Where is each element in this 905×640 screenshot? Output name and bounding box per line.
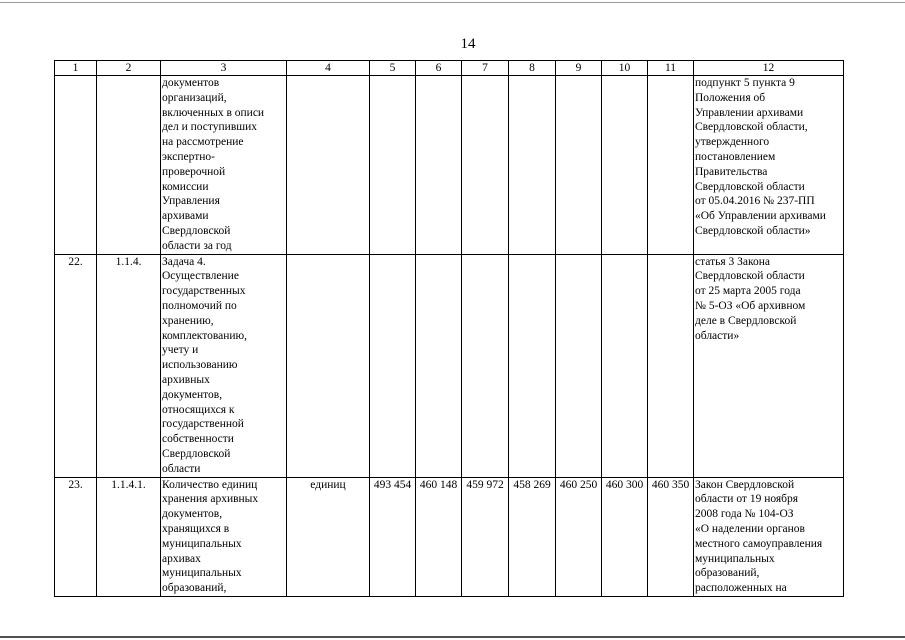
page-bottom-edge [0,636,905,638]
legal-basis: подпункт 5 пункта 9 Положения об Управлении архивами Свердловской области, утвержденного постановлением Правительства Свердловской области от 05.04.2016 № 237-ПП «Об Управлении архивами Свердловской области» [694,76,844,255]
legal-basis: Закон Свердловской области от 19 ноября 2008 года № 104-ОЗ «О наделении органов местного самоуправления муниципальных образований, расположенных на [694,477,844,596]
value-cell [648,76,694,255]
legal-basis: статья 3 Закона Свердловской области от 25 марта 2005 года № 5-ОЗ «Об архивном деле в Свердловской области» [694,254,844,477]
header-row [55,61,844,76]
header-cell: 1 [55,61,97,76]
value-cell [462,254,509,477]
value-cell [509,254,556,477]
row-code: 1.1.4. [97,254,161,477]
row-number [55,76,97,255]
value-cell [602,254,648,477]
row-code [97,76,161,255]
value-cell: 493 454 [370,477,416,596]
value-cell: 460 300 [602,477,648,596]
header-cell: 2 [97,61,161,76]
value-cell [416,254,462,477]
row-code: 1.1.4.1. [97,477,161,596]
table-row [55,76,844,255]
value-cell: 460 250 [556,477,602,596]
value-cell: 460 350 [648,477,694,596]
indicator-name: Количество единиц хранения архивных документов, хранящихся в муниципальных архивах муниципальных образований, [161,477,287,596]
row-number: 22. [55,254,97,477]
value-cell [509,76,556,255]
row-number: 23. [55,477,97,596]
header-cell: 10 [602,61,648,76]
value-cell [370,76,416,255]
value-cell [416,76,462,255]
header-cell: 4 [287,61,370,76]
header-cell: 9 [556,61,602,76]
indicator-name: Задача 4. Осуществление государственных полномочий по хранению, комплектованию, учету и использованию архивных документов, относящихся к государственной собственности Свердловской области [161,254,287,477]
value-cell [556,76,602,255]
page-number: 14 [460,36,476,52]
header-cell: 12 [694,61,844,76]
header-cell: 3 [161,61,287,76]
value-cell [648,254,694,477]
value-cell [556,254,602,477]
header-cell: 8 [509,61,556,76]
indicator-name: документов организаций, включенных в описи дел и поступивших на рассмотрение экспертно- проверочной комиссии Управления архивами Свердловской области за год [161,76,287,255]
value-cell: 458 269 [509,477,556,596]
value-cell [602,76,648,255]
header-cell: 11 [648,61,694,76]
table-row [55,254,844,477]
header-cell: 5 [370,61,416,76]
unit-cell: единиц [287,477,370,596]
page-top-edge [0,2,905,3]
unit-cell [287,76,370,255]
value-cell [462,76,509,255]
value-cell [370,254,416,477]
value-cell: 460 148 [416,477,462,596]
table-row [55,477,844,596]
value-cell: 459 972 [462,477,509,596]
indicators-table [54,60,844,597]
header-cell: 7 [462,61,509,76]
header-cell: 6 [416,61,462,76]
unit-cell [287,254,370,477]
